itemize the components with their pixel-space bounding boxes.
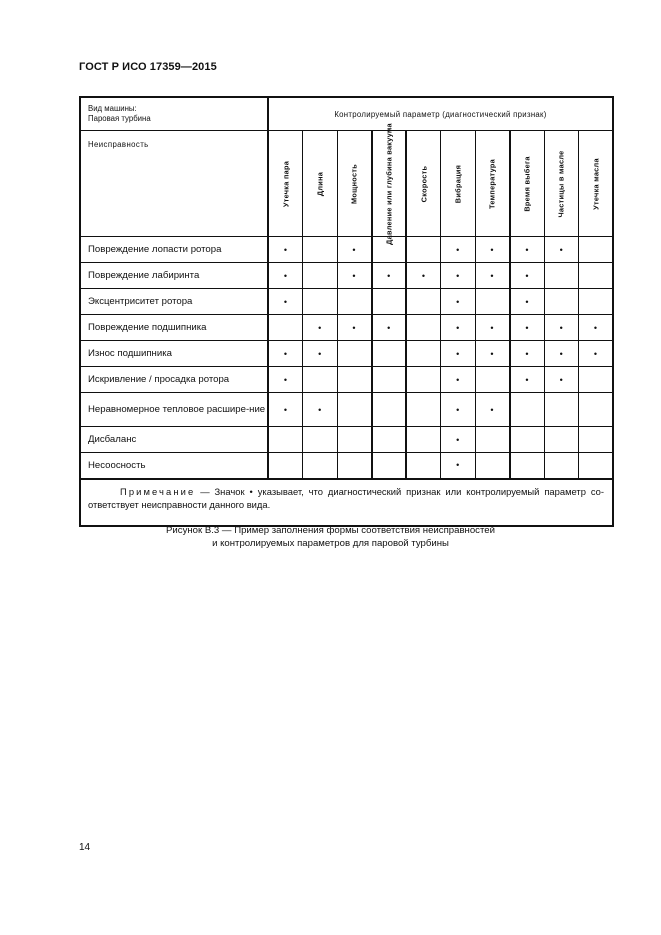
fault-parameter-matrix	[79, 96, 614, 527]
table-row	[80, 315, 613, 341]
mark-cell	[372, 427, 407, 453]
column-header-label: Вибрация	[453, 164, 463, 203]
mark-cell	[303, 289, 338, 315]
mark-cell: •	[579, 341, 614, 367]
column-header-label: Утечка пара	[281, 160, 290, 207]
mark-cell	[337, 453, 372, 479]
mark-cell: •	[510, 237, 545, 263]
mark-cell: •	[372, 315, 407, 341]
table-row	[80, 289, 613, 315]
mark-cell: •	[268, 367, 303, 393]
table-row	[80, 453, 613, 479]
mark-cell: •	[337, 263, 372, 289]
mark-cell	[268, 427, 303, 453]
mark-cell	[406, 453, 441, 479]
mark-cell	[406, 237, 441, 263]
mark-cell	[544, 427, 579, 453]
caption-line-1: Рисунок В.3 — Пример заполнения формы соответствия неисправностей	[166, 525, 495, 536]
table-row	[80, 393, 613, 427]
column-header	[579, 131, 614, 237]
mark-cell: •	[475, 263, 510, 289]
mark-cell	[544, 289, 579, 315]
mark-cell: •	[441, 393, 476, 427]
parameter-header: Контролируемый параметр (диагностический признак)	[268, 97, 613, 131]
mark-cell: •	[475, 341, 510, 367]
mark-cell: •	[510, 315, 545, 341]
mark-cell: •	[441, 427, 476, 453]
mark-cell	[579, 427, 614, 453]
mark-cell: •	[475, 237, 510, 263]
mark-cell	[544, 263, 579, 289]
column-header	[337, 131, 372, 237]
mark-cell	[406, 367, 441, 393]
mark-cell	[475, 427, 510, 453]
mark-cell	[544, 393, 579, 427]
column-header	[303, 131, 338, 237]
mark-cell: •	[510, 341, 545, 367]
mark-cell	[510, 453, 545, 479]
page-number: 14	[79, 842, 91, 853]
mark-cell	[579, 367, 614, 393]
mark-cell	[544, 453, 579, 479]
column-header-label: Время выбега	[522, 155, 532, 212]
mark-cell	[337, 393, 372, 427]
fault-name: Несоосность	[80, 453, 268, 479]
mark-cell: •	[268, 237, 303, 263]
mark-cell	[337, 427, 372, 453]
column-header	[475, 131, 510, 237]
mark-cell: •	[268, 341, 303, 367]
mark-cell: •	[337, 237, 372, 263]
mark-cell	[406, 315, 441, 341]
mark-cell: •	[268, 289, 303, 315]
column-header-label: Длина	[315, 171, 325, 196]
mark-cell: •	[268, 263, 303, 289]
mark-cell: •	[510, 367, 545, 393]
mark-cell: •	[406, 263, 441, 289]
mark-cell	[268, 315, 303, 341]
mark-cell: •	[441, 263, 476, 289]
mark-cell	[268, 453, 303, 479]
table-row	[80, 237, 613, 263]
mark-cell	[337, 341, 372, 367]
fault-name: Неравномерное тепловое расшире-ние	[80, 393, 268, 427]
caption-line-2: и контролируемых параметров для паровой турбины	[212, 538, 449, 549]
machine-row	[80, 97, 613, 131]
mark-cell: •	[441, 341, 476, 367]
column-header-label: Давление или глубина вакуума	[384, 122, 394, 245]
fault-header: Неисправность	[80, 131, 268, 237]
machine-label: Вид машины:	[88, 104, 137, 113]
mark-cell: •	[441, 237, 476, 263]
mark-cell	[337, 289, 372, 315]
note-cell	[80, 479, 613, 526]
fault-name: Дисбаланс	[80, 427, 268, 453]
mark-cell	[579, 263, 614, 289]
column-header-label: Температура	[487, 158, 497, 209]
mark-cell	[579, 393, 614, 427]
mark-cell	[372, 393, 407, 427]
fault-name: Повреждение подшипника	[80, 315, 268, 341]
mark-cell	[510, 427, 545, 453]
mark-cell: •	[510, 263, 545, 289]
mark-cell	[337, 367, 372, 393]
figure-caption	[0, 524, 661, 550]
column-header	[268, 131, 303, 237]
mark-cell	[579, 289, 614, 315]
mark-cell: •	[475, 315, 510, 341]
mark-cell	[406, 393, 441, 427]
table-row	[80, 341, 613, 367]
mark-cell	[475, 367, 510, 393]
mark-cell	[406, 427, 441, 453]
mark-cell	[303, 453, 338, 479]
note-label: Примечание	[120, 485, 196, 497]
column-header	[510, 131, 545, 237]
fault-name: Эксцентриситет ротора	[80, 289, 268, 315]
column-header	[441, 131, 476, 237]
mark-cell: •	[441, 289, 476, 315]
mark-cell: •	[268, 393, 303, 427]
mark-cell: •	[510, 289, 545, 315]
mark-cell	[303, 427, 338, 453]
column-header	[372, 122, 407, 245]
mark-cell: •	[544, 237, 579, 263]
column-header	[544, 131, 579, 237]
mark-cell	[475, 289, 510, 315]
mark-cell	[510, 393, 545, 427]
table-row	[80, 427, 613, 453]
mark-cell: •	[475, 393, 510, 427]
mark-cell: •	[441, 315, 476, 341]
mark-cell	[372, 453, 407, 479]
mark-cell: •	[544, 341, 579, 367]
mark-cell: •	[303, 315, 338, 341]
mark-cell	[406, 341, 441, 367]
matrix-body	[80, 237, 613, 479]
mark-cell	[303, 367, 338, 393]
mark-cell: •	[303, 393, 338, 427]
mark-cell	[303, 237, 338, 263]
mark-cell	[372, 289, 407, 315]
mark-cell: •	[579, 315, 614, 341]
fault-name: Повреждение лопасти ротора	[80, 237, 268, 263]
mark-cell	[579, 453, 614, 479]
mark-cell	[372, 341, 407, 367]
fault-name: Износ подшипника	[80, 341, 268, 367]
mark-cell: •	[372, 263, 407, 289]
mark-cell	[406, 289, 441, 315]
mark-cell	[579, 237, 614, 263]
table-row	[80, 367, 613, 393]
note-row	[80, 479, 613, 526]
note-text: — Значок • указывает, что диагностический признак или контролируемый параметр со-ответствует неисправности данного вида.	[88, 485, 604, 510]
mark-cell: •	[544, 367, 579, 393]
table-row	[80, 263, 613, 289]
mark-cell: •	[544, 315, 579, 341]
mark-cell	[372, 367, 407, 393]
mark-cell: •	[441, 367, 476, 393]
column-header-row	[80, 131, 613, 237]
column-header-label: Частицы в масле	[556, 149, 566, 218]
column-header-label: Скорость	[419, 165, 428, 202]
fault-name: Искривление / просадка ротора	[80, 367, 268, 393]
machine-value: Паровая турбина	[88, 114, 151, 123]
mark-cell: •	[303, 341, 338, 367]
column-header-label: Мощность	[349, 163, 359, 204]
fault-name: Повреждение лабиринта	[80, 263, 268, 289]
mark-cell: •	[441, 453, 476, 479]
mark-cell: •	[337, 315, 372, 341]
document-header: ГОСТ Р ИСО 17359—2015	[79, 61, 217, 73]
mark-cell	[303, 263, 338, 289]
machine-type-cell	[80, 97, 268, 131]
mark-cell	[475, 453, 510, 479]
column-header	[406, 131, 441, 237]
column-header-label: Утечка масла	[591, 157, 600, 210]
